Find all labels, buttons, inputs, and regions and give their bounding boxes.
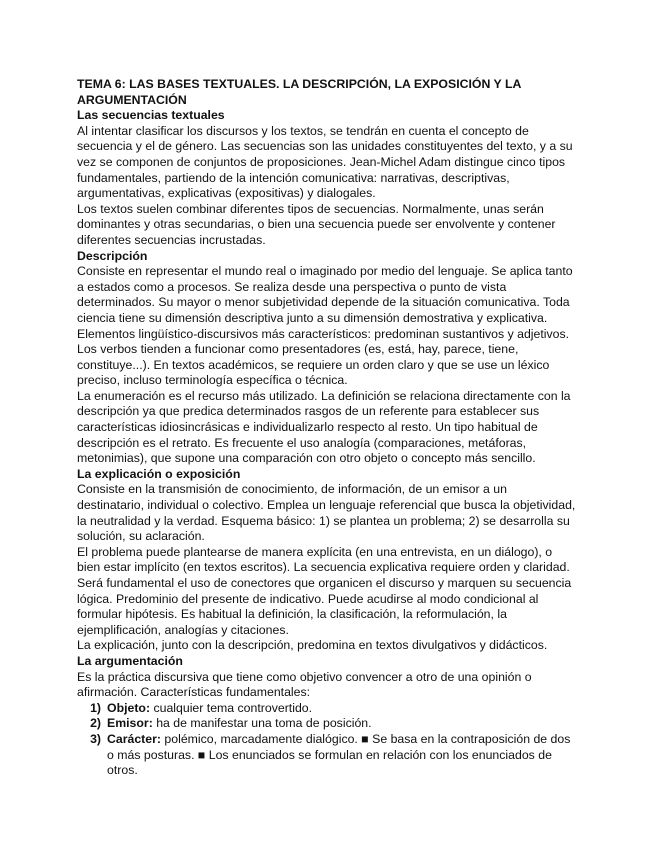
list-text: cualquier tema controvertido. xyxy=(150,700,313,715)
section-heading-descripcion: Descripción xyxy=(77,248,148,263)
paragraph: El problema puede plantearse de manera explícita (en una entrevista, en un diálogo), o bien estar implícito (en textos escritos). La secuencia explicativa requiere orden y claridad. Será fundamental el uso de conectores que organicen el discurso y marquen su secuencia lógica. Predominio del presente de indicativo. Puede acudirse al modo condicional al formular hipótesis. Es habitual la definición, la clasificación, la reformulación, la ejemplificación, analogías y citaciones. xyxy=(77,544,572,637)
section-heading-secuencias: Las secuencias textuales xyxy=(77,108,225,123)
list-number: 1) xyxy=(90,700,101,715)
list-text: polémico, marcadamente dialógico. ■ Se basa en la contraposición de dos o más posturas. ■ Los enunciados se formulan en relación con los enunciados de otros. xyxy=(107,731,571,778)
paragraph: La enumeración es el recurso más utilizado. La definición se relaciona directamente con la descripción ya que predica determinados rasgos de un referente para establecer sus características idiosincrásicas e individualizarlo respecto al resto. Un tipo habitual de descripción es el retrato. Es frecuente el uso analogía (comparaciones, metáforas, metonimias), que supone una comparación con otro objeto o concepto más sencillo. xyxy=(77,388,571,466)
list-text: ha de manifestar una toma de posición. xyxy=(152,716,372,731)
paragraph: Los textos suelen combinar diferentes tipos de secuencias. Normalmente, unas serán dominantes y otras secundarias, o bien una secuencia puede ser envolvente y contener diferentes secuencias incrustadas. xyxy=(77,201,556,247)
list-term: Objeto: xyxy=(107,700,151,715)
list-item xyxy=(90,731,577,779)
list-term: Emisor: xyxy=(107,716,153,731)
list-number: 3) xyxy=(90,731,101,746)
paragraph: Es la práctica discursiva que tiene como objetivo convencer a otro de una opinión o afirmación. Características fundamentales: xyxy=(77,669,532,700)
section-heading-explicacion: La explicación o exposición xyxy=(77,466,241,481)
document-page xyxy=(77,77,577,779)
list-term: Carácter: xyxy=(107,731,161,746)
list-number: 2) xyxy=(90,716,101,731)
paragraph: La explicación, junto con la descripción, predomina en textos divulgativos y didácticos. xyxy=(77,638,548,653)
paragraph: Consiste en representar el mundo real o imaginado por medio del lenguaje. Se aplica tanto a estados como a procesos. Se realiza desde una perspectiva o punto de vista determinados. Su mayor o menor subjetividad depende de la situación comunicativa. Toda ciencia tiene su dimensión descriptiva junto a su dimensión demostrativa y explicativa. Elementos lingüístico-discursivos más característicos: predominan sustantivos y adjetivos. Los verbos tienden a funcionar como presentadores (es, está, hay, parece, tiene, constituye...). En textos académicos, se requiere un orden claro y que se use un léxico preciso, incluso terminología específica o técnica. xyxy=(77,264,573,388)
paragraph: Al intentar clasificar los discursos y los textos, se tendrán en cuenta el concepto de secuencia y el de género. Las secuencias son las unidades constituyentes del texto, y a su vez se componen de conjuntos de proposiciones. Jean-Michel Adam distingue cinco tipos fundamentales, partiendo de la intención comunicativa: narrativas, descriptivas, argumentativas, explicativas (expositivas) y dialogales. xyxy=(77,123,573,201)
features-list xyxy=(77,701,577,779)
document-title: TEMA 6: LAS BASES TEXTUALES. LA DESCRIPCIÓN, LA EXPOSICIÓN Y LA ARGUMENTACIÓN xyxy=(77,77,521,107)
section-heading-argumentacion: La argumentación xyxy=(77,653,183,668)
list-item xyxy=(90,700,577,717)
paragraph: Consiste en la transmisión de conocimiento, de información, de un emisor a un destinatario, individual o colectivo. Emplea un lenguaje referencial que busca la objetividad, la neutralidad y la verdad. Esquema básico: 1) se plantea un problema; 2) se desarrolla su solución, su aclaración. xyxy=(77,482,576,544)
list-item xyxy=(90,716,577,732)
